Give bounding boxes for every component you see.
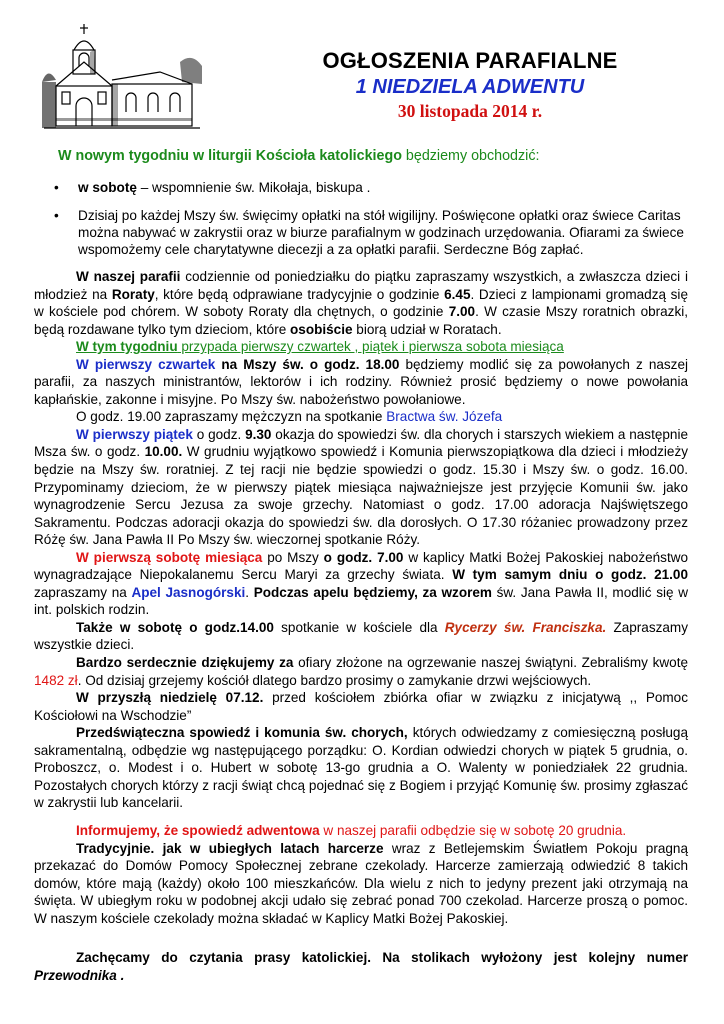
p6-time: o godz. 7.00 — [323, 549, 404, 565]
p10-strong: Przedświąteczna spowiedź i komunia św. chorych, — [76, 725, 408, 741]
p8-amount: 1482 zł — [34, 672, 78, 688]
p2-text: przypada pierwszy czwartek , piątek i pierwsza sobota miesiąca — [177, 339, 564, 355]
p13-strong: Zachęcamy do czytania prasy katolickiej. Na stolikach wyłożony jest kolejny numer — [76, 950, 688, 966]
p5-text: o godz. — [192, 426, 246, 442]
paragraph-this-week — [34, 338, 688, 356]
spacer — [34, 812, 688, 822]
p5-time: 9.30 — [245, 426, 272, 442]
p3-text: będziemy modlić się za powołanych z naszej parafii, za naszych ministrantów, lektorów i ich rodziny. Również prosić będziemy o nowe powołania kapłańskie, zakonne i misyjne. Po Mszy św. nabożeństwo powołaniowe. — [34, 356, 688, 407]
p10-text: których odwiedzamy z comiesięczną posługą sakramentalną, odbędzie wg następującego porządku: O. Kordian odwiedzi chorych w piątek 5 grudnia, o. Proboszcz, o. Modest i o. Hubert w sobotę 13-go grudnia a O. Walenty w poniedziałek 22 grudnia. Pozostałych chorych którzy z racji świąt chcą pojednać się z Bogiem i przyjąć Komunię św. prosimy zgłaszać w zakrystii lub kancelarii. — [34, 725, 688, 811]
lead-strong: W nowym tygodniu w liturgii Kościoła katolickiego — [58, 148, 402, 164]
paragraph-thanks — [34, 654, 688, 689]
paragraph-first-saturday — [34, 549, 688, 619]
bullet-icon: • — [54, 180, 59, 195]
paragraph-first-thursday — [34, 356, 688, 409]
p7-text2: Zapraszamy wszystkie dzieci. — [34, 619, 688, 653]
paragraph-press — [34, 949, 688, 984]
p9-text: przed kościołem zbiórka ofiar w związku z inicjatywą ,, Pomoc Kościołowi na Wschodzie” — [34, 690, 688, 723]
p6-strong3: Podczas apelu będziemy, za wzorem — [253, 584, 492, 600]
bullet2-text: Dzisiaj po każdej Mszy św. święcimy opłatki na stół wigilijny. Poświęcone opłatki oraz świece Caritas można nabywać w zakrystii oraz w biurze parafialnym w godzinach urzędowania. Ofiarami za świece wspomożemy cele charytatywne diecezji a za opłatki parafii. Serdeczne Bóg zapłać. — [78, 208, 684, 257]
p6-apel: Apel Jasnogórski — [131, 584, 246, 600]
page-subtitle: 1 NIEDZIELA ADWENTU — [355, 76, 585, 98]
p4-text: O godz. 19.00 zapraszamy mężczyzn na spotkanie — [76, 409, 387, 425]
p6-strong2: W tym samym dniu o godz. 21.00 — [452, 567, 688, 583]
paragraph-knights — [34, 619, 688, 654]
p8-text2: . Od dzisiaj grzejemy kościół dlatego bardzo prosimy o zamykanie drzwi wejściowych. — [77, 672, 592, 688]
p6-strong: W pierwszą sobotę miesiąca — [76, 549, 263, 565]
p9-strong: W przyszłą niedzielę 07.12. — [76, 690, 264, 706]
spacer — [34, 927, 688, 949]
p7-knights: Rycerzy św. Franciszka. — [444, 619, 607, 635]
p11-text: w naszej parafii odbędzie się w sobotę 20 grudnia. — [319, 822, 627, 838]
p3-time: na Mszy św. o godz. 18.00 — [215, 356, 400, 372]
p13-przewodnik: Przewodnika . — [34, 967, 125, 983]
lead-rest: będziemy obchodzić: — [401, 148, 540, 164]
p5-strong: W pierwszy piątek — [76, 426, 193, 442]
p6-dot: . — [245, 584, 254, 600]
p1-roraty: Roraty — [111, 286, 155, 302]
p7-strong: Także w sobotę o godz.14.00 — [76, 619, 274, 635]
lead-line — [58, 148, 539, 164]
p1-text3: . Dzieci z lampionami gromadzą się w kościele pod chórem. W soboty Roraty dla chętnych, o godzinie — [34, 286, 688, 320]
p5-time2: 10.00. — [144, 444, 183, 460]
p1-text: codziennie od poniedziałku do piątku zapraszamy wszystkich, a zwłaszcza dzieci i młodzież na — [34, 269, 688, 302]
p1-text2: , które będą odprawiane tradycyjnie o godzinie — [154, 286, 445, 302]
p1-strong: W naszej parafii — [76, 269, 181, 284]
p1-text4: . W czasie Mszy roratnich obrazki, będą rozdawane tylko tym dzieciom, które — [34, 304, 689, 337]
paragraph-roraty — [34, 268, 688, 338]
paragraph-brotherhood — [34, 408, 688, 426]
p5-text2: okazja do spowiedzi św. dla chorych i starszych wiekiem a następnie Msza św. o godz. — [34, 426, 688, 460]
p1-text5: biorą udział w Roratach. — [352, 321, 502, 337]
paragraph-scouts — [34, 840, 688, 928]
p4-bractwo: Bractwa św. Józefa — [386, 409, 503, 425]
announcement-date: 30 listopada 2014 r. — [397, 101, 543, 121]
p2-strong: W tym tygodniu — [76, 339, 178, 355]
bullet1-strong: w sobotę — [78, 180, 137, 195]
p1-time: 6.45 — [444, 286, 471, 302]
p12-text: wraz z Betlejemskim Światłem Pokoju pragną przekazać do Domów Pomocy Społecznej zebrane czekolady. Harcerze zamierzają odwiedzić 8 takich domów, które mają (każdy) około 100 mieszkańców. Dla wielu z nich to jedyny prezent jaki otrzymają na święta. W ubiegłym roku w podobnej akcji udało się zebrać ponad 700 czekolad. Harcerze proszą o pomoc. W naszym kościele czekolady można składać w Kaplicy Matki Bożej Pakoskiej. — [34, 840, 688, 926]
bullet1-rest: – wspomnienie św. Mikołaja, biskupa . — [136, 180, 371, 195]
p8-strong: Bardzo serdecznie dziękujemy za — [76, 655, 294, 671]
paragraph-sick-confession — [34, 724, 688, 812]
p12-strong: Tradycyjnie. jak w ubiegłych latach harcerze — [76, 840, 384, 856]
p6-text2: w kaplicy Matki Bożej Pakoskiej nabożeństwo wynagradzające Niepokalanemu Sercu Maryi za grzechy świata. — [34, 549, 689, 583]
p7-text: spotkanie w kościele dla — [273, 619, 445, 635]
church-drawing-logo — [42, 22, 202, 134]
paragraph-next-sunday — [34, 689, 688, 724]
p1-time2: 7.00 — [448, 304, 476, 320]
p11-strong: Informujemy, że spowiedź adwentowa — [76, 822, 320, 838]
p5-text3: W grudniu wyjątkowo spowiedź i Komunia pierwszopiątkowa dla dzieci i młodzieży będzie na Mszy św. roratniej. Z tej racji nie będzie spowiedzi o godz. 15.30 i Mszy św. o godz. 16.00. Przypominamy dzieciom, że w pierwszy piątek miesiąca najważniejsze jest przyjęcie Komunii św. jako wynagrodzenie Sercu Jezusa za swoje grzechy. Natomiast o godz. 17.00 adoracja Najświętszego Sakramentu. Podczas adoracji okazja do spowiedzi św. dla dorosłych. O 17.30 różaniec prowadzony przez Różę św. Jana Pawła II Po Mszy św. wieczornej spotkanie Róży. — [34, 444, 688, 548]
announcements-body — [34, 268, 688, 984]
p6-text: po Mszy — [262, 549, 324, 565]
p8-text: ofiary złożone na ogrzewanie naszej świątyni. Zebraliśmy kwotę — [293, 655, 689, 671]
p3-strong: W pierwszy czwartek — [76, 356, 216, 372]
p1-strong2: osobiście — [290, 321, 353, 337]
paragraph-advent-confession — [34, 822, 688, 840]
paragraph-first-friday — [34, 426, 688, 549]
bullet-icon: • — [54, 208, 59, 223]
p6-text4: św. Jana Pawła II, modlić się w int. polskich rodzin. — [34, 584, 688, 618]
p6-text3: zapraszamy na — [34, 584, 132, 600]
page-title: OGŁOSZENIA PARAFIALNE — [322, 48, 618, 73]
